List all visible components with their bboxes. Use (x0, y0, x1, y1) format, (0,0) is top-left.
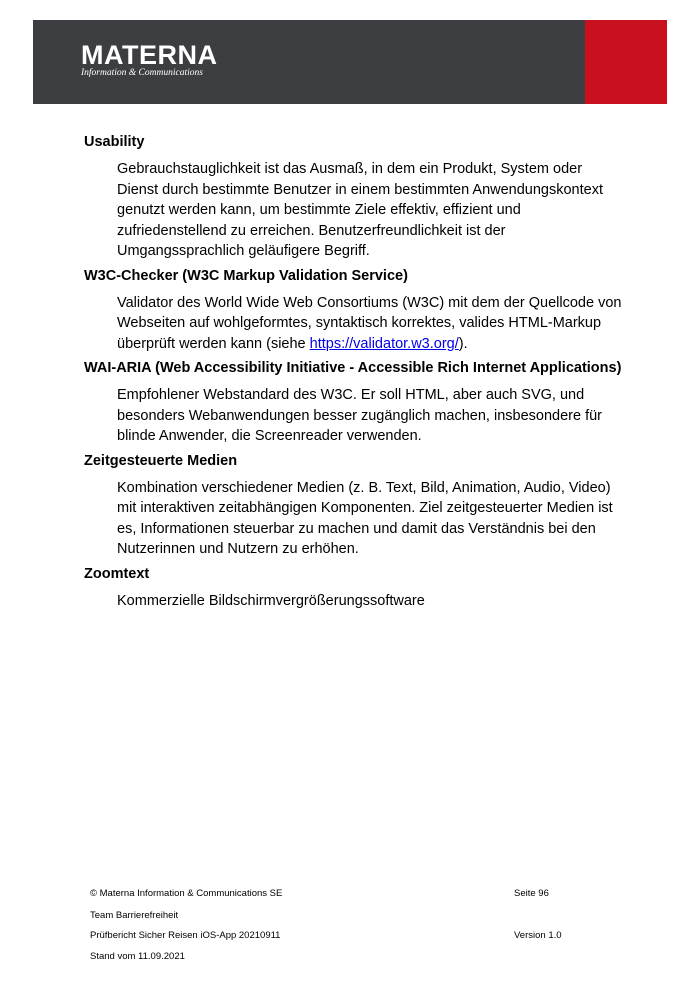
glossary-term: W3C-Checker (W3C Markup Validation Service) (84, 267, 408, 284)
footer-line-3 (90, 930, 570, 942)
footer-line-1 (90, 888, 570, 900)
glossary-definition: Kombination verschiedener Medien (z. B. Text, Bild, Animation, Audio, Video) mit interaktiven zeitabhängigen Komponenten. Ziel zeitgesteuerter Medien ist es, Informationen steuerbar zu machen und damit das Verständnis bei den Nutzerinnen und Nutzern zu erhöhen. (117, 479, 613, 557)
definition-text: Validator des World Wide Web Consortiums (W3C) mit dem der Quellcode von Webseiten auf wohlgeformtes, syntaktisch korrektes, valides HTML-Markup überprüft werden kann (siehe (117, 294, 622, 352)
header-accent-block (585, 20, 667, 104)
glossary-entry-wai-aria (84, 357, 624, 447)
glossary-term: Usability (84, 134, 145, 150)
header-bar (33, 20, 585, 104)
glossary (84, 131, 624, 614)
glossary-term: WAI-ARIA (Web Accessibility Initiative - Accessible Rich Internet Applications) (84, 360, 622, 376)
glossary-entry-zoomtext (84, 563, 624, 612)
footer-team: Team Barrierefreiheit (90, 910, 179, 921)
logo-tagline: Information & Communications (81, 68, 203, 78)
definition-text-end: ). (458, 335, 468, 352)
validator-link[interactable]: https://validator.w3.org/ (309, 335, 459, 352)
footer-date: Stand vom 11.09.2021 (90, 951, 185, 962)
glossary-term: Zeitgesteuerte Medien (84, 452, 238, 469)
glossary-definition: Empfohlener Webstandard des W3C. Er soll HTML, aber auch SVG, und besonders Webanwendungen besser zugänglich machen, insbesondere für blinde Anwender, die Screenreader verwenden. (117, 387, 602, 444)
glossary-entry-w3c-checker (84, 265, 624, 355)
footer-line-2 (90, 910, 570, 922)
glossary-definition: Gebrauchstauglichkeit ist das Ausmaß, in dem ein Produkt, System oder Dienst durch bestimmte Benutzer in einem bestimmten Anwendungskontext genutzt werden kann, um bestimmte Ziele effektiv, effizient und zufriedenstellend zu erreichen. Benutzerfreundlichkeit ist der Umgangssprachlich geläufigere Begriff. (117, 161, 603, 259)
glossary-entry-usability (84, 131, 624, 262)
footer-line-4 (90, 951, 570, 963)
glossary-definition (117, 293, 624, 355)
glossary-entry-zeitgesteuerte-medien (84, 450, 624, 560)
glossary-term: Zoomtext (84, 565, 150, 582)
glossary-definition: Kommerzielle Bildschirmvergrößerungssoftware (117, 592, 425, 609)
footer-version: Version 1.0 (514, 930, 562, 941)
footer-page-number: Seite 96 (514, 888, 549, 899)
footer-copyright: © Materna Information & Communications SE (90, 888, 283, 899)
logo-wordmark: MATERNA (81, 40, 218, 70)
footer-report-title: Prüfbericht Sicher Reisen iOS-App 20210911 (90, 930, 281, 941)
